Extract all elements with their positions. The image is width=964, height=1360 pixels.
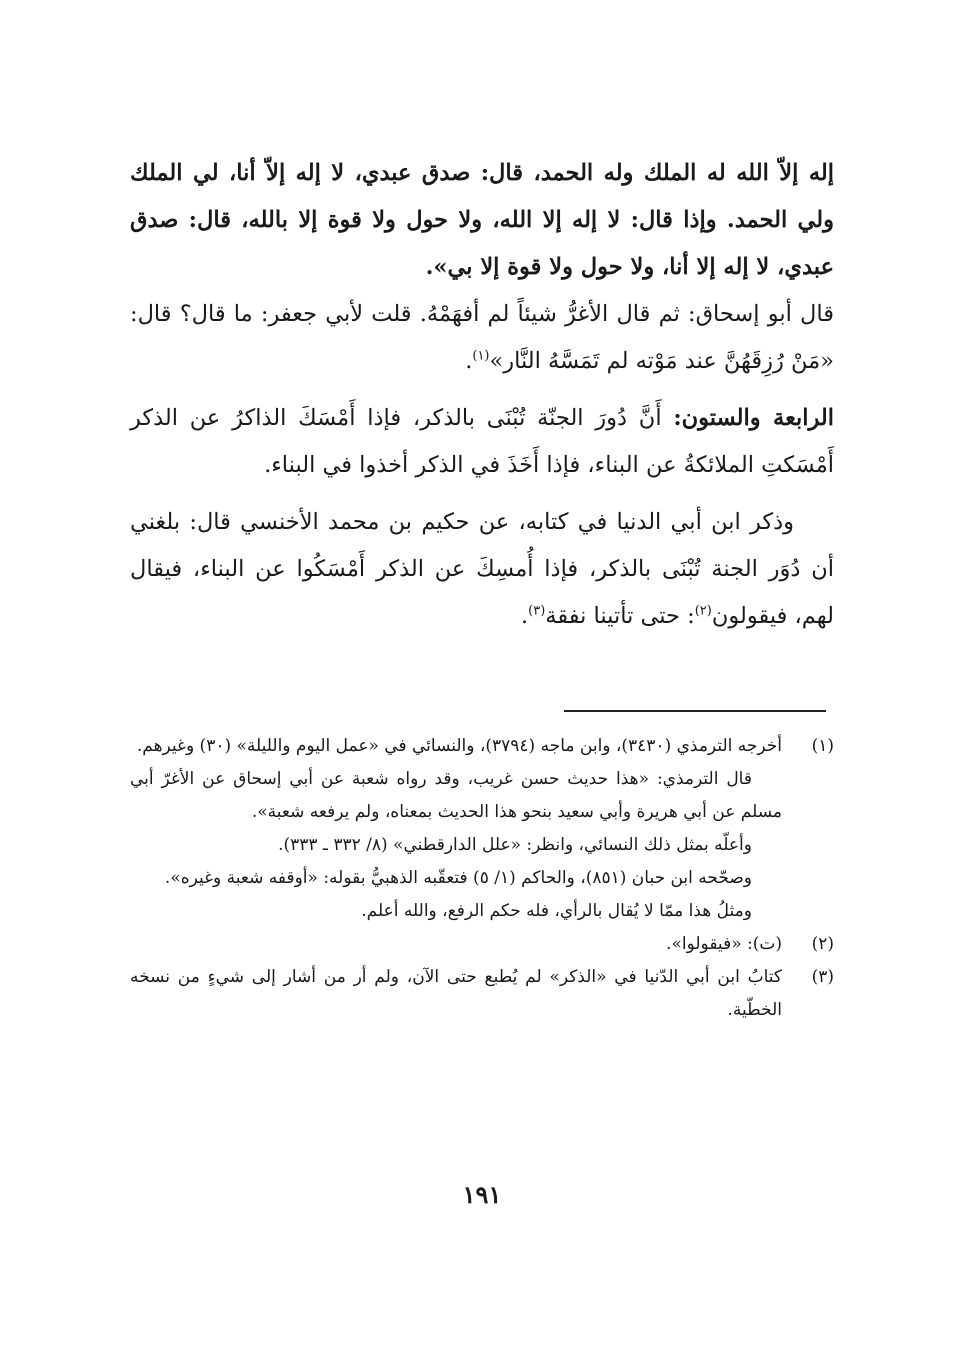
footnotes — [130, 730, 834, 1027]
footnote-text: أخرجه الترمذي (٣٤٣٠)، وابن ماجه (٣٧٩٤)، والنسائي في «عمل اليوم والليلة» (٣٠) وغيرهم. — [136, 736, 782, 756]
paragraph-ibn-abi-dunya-text-2: : حتى تأتينا نفقة — [545, 603, 695, 629]
footnote-2 — [130, 928, 834, 961]
paragraph-hadith-end: إله إلاّ الله له الملك وله الحمد، قال: صدق عبدي، لا إله إلاّ أنا، لي الملك ولي الحمد. وإذا قال: لا إله إلا الله، ولا حول ولا قوة إلا بالله، قال: صدق عبدي، لا إله إلا أنا، ولا حول ولا قوة إلا بي». — [130, 160, 834, 280]
page-number: ١٩١ — [462, 1180, 502, 1209]
paragraph-ibn-abi-dunya-text: وذكر ابن أبي الدنيا في كتابه، عن حكيم بن محمد الأخنسي قال: بلغني أن دُوَر الجنة تُبْنَى بالذكر، فإذا أُمسِكَ عن الذكر أَمْسَكُوا عن البناء، فيقال لهم، فيقولون — [130, 509, 834, 629]
footnote-ref-1[interactable]: (١) — [472, 348, 490, 364]
footnote-text: وصحّحه ابن حبان (٨٥١)، والحاكم (١/ ٥) فتعقّبه الذهبيُّ بقوله: «أوقفه شعبة وغيره». — [164, 868, 752, 888]
footnote-text: قال الترمذي: «هذا حديث حسن غريب، وقد رواه شعبة عن أبي إسحاق عن الأغرّ أبي مسلم عن أبي هريرة وأبي سعيد بنحو هذا الحديث بمعناه، ولم يرفعه شعبة». — [130, 769, 782, 822]
footnote-ref-3[interactable]: (٣) — [528, 603, 546, 619]
footnote-number: (٢) — [811, 934, 834, 954]
footnote-ref-2[interactable]: (٢) — [694, 603, 712, 619]
footnote-1 — [130, 730, 834, 928]
paragraph-sixty-four — [130, 395, 834, 489]
footnote-3 — [130, 961, 834, 1027]
footnote-text: ومثلُ هذا ممّا لا يُقال بالرأي، فله حكم الرفع، والله أعلم. — [361, 901, 752, 921]
footnote-number: (٣) — [811, 967, 834, 987]
paragraph-abu-ishaq-text: قال أبو إسحاق: ثم قال الأغرُّ شيئاً لم أفهَمْهُ. قلت لأبي جعفر: ما قال؟ قال: «مَنْ رُزِقَهُنَّ عند مَوْته لم تَمَسَّهُ النَّار» — [130, 301, 834, 374]
footnote-text: كتابُ ابن أبي الدّنيا في «الذكر» لم يُطبع حتى الآن، ولم أر من أشار إلى شيءٍ من نسخه الخطّية. — [130, 967, 782, 1020]
main-text — [130, 150, 834, 640]
footnote-separator — [564, 710, 826, 712]
paragraph-ibn-abi-dunya — [130, 499, 834, 640]
footnote-text: وأعلّه بمثل ذلك النسائي، وانظر: «علل الدارقطني» (٨/ ٣٣٢ ـ ٣٣٣). — [278, 835, 752, 855]
footnote-number: (١) — [811, 736, 834, 756]
paragraph-abu-ishaq — [130, 291, 834, 385]
section-heading: الرابعة والستون: — [673, 405, 834, 431]
footnote-text: (ت): «فيقولوا». — [666, 934, 782, 954]
paragraph-end-mark-2: . — [520, 603, 529, 629]
paragraph-end-mark: . — [465, 348, 473, 374]
paragraph-sixty-four-text: أَنَّ دُورَ الجنّة تُبْنَى بالذكر، فإذا أَمْسَكَ الذاكرُ عن الذكر أَمْسَكتِ الملائكةُ عن البناء، فإذا أَخَذَ في الذكر أخذوا في البناء. — [130, 405, 834, 478]
